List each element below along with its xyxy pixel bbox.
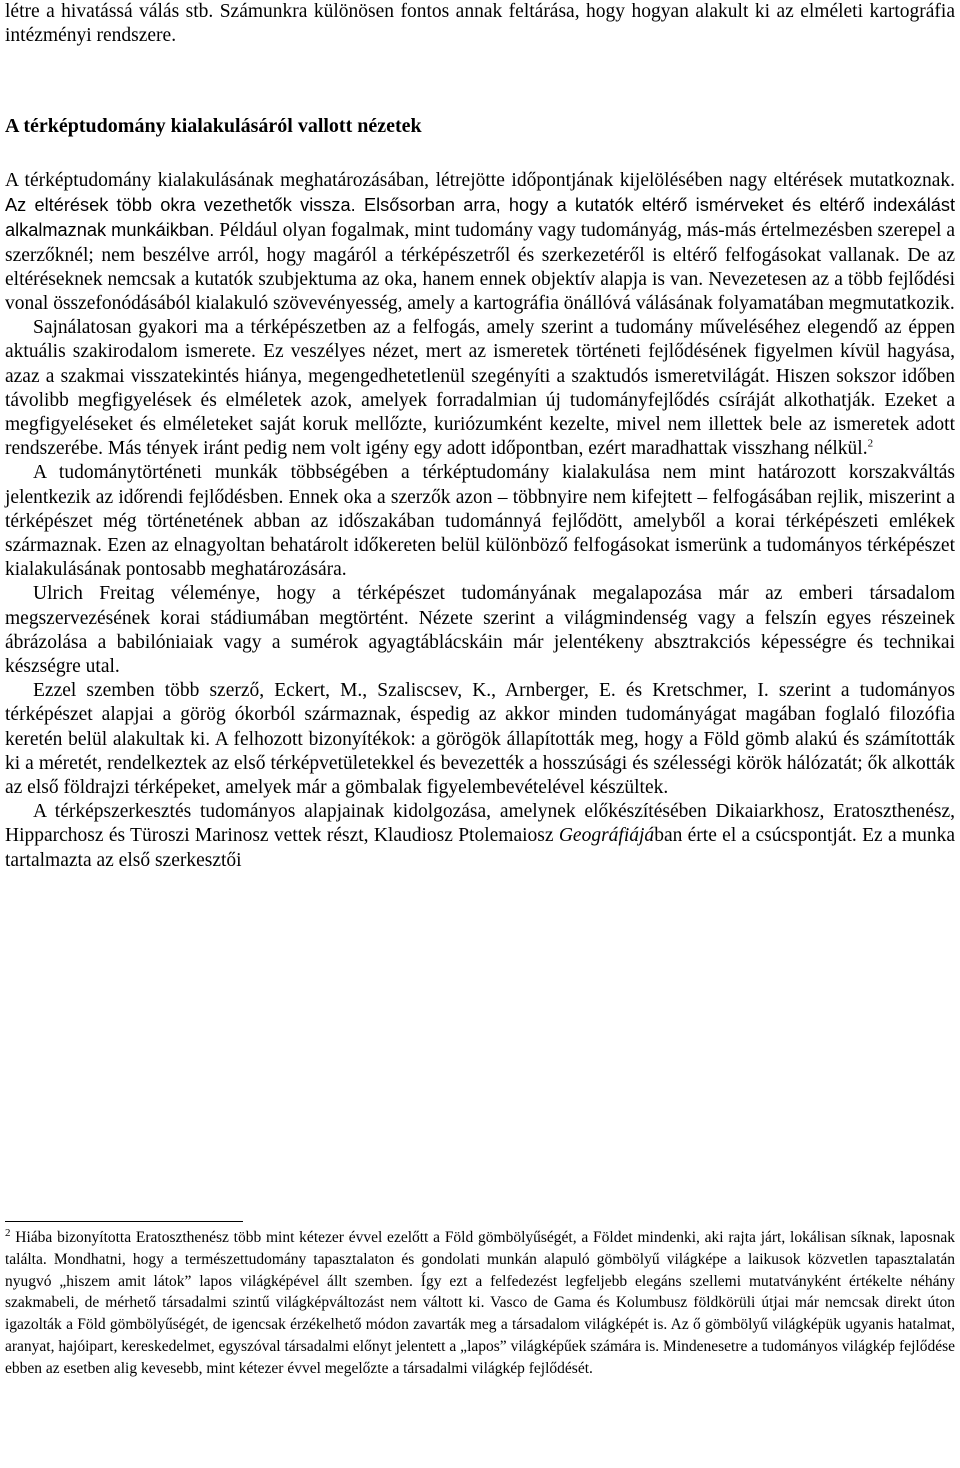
paragraph-6-part-b: ban érte el a csúcspontját. Ez a munka tartalmazta az első szerkesztői [5,825,956,871]
paragraph-1-part-c: Például olyan fogalmak, mint tudomány vagy tudományág, más-más értelmezésben szerepel a szerzőknél; nem beszélve arról, hogy magáról a térképészetről és szerkezetéről is eltérő felfogásokat vallanak. De az eltéréseknek nemcsak a kutatók szubjektuma az oka, hanem ennek objektív alapja is van. Nevezetesen az a több fejlődési vonal összefonódásából kialakuló szövevényesség, amely a kartográfia önállóvá válásának folyamatában megmutatkozik. [5,220,955,315]
document-page [5,0,956,1377]
section-heading: A térképtudomány kialakulásáról vallott nézetek [5,115,422,137]
paragraph-2 [5,316,955,461]
footnote-reference: 2 [867,437,874,450]
footnote-marker: 2 [5,1226,11,1239]
paragraph-3: A tudománytörténeti munkák többségében a térképtudomány kialakulása nem mint határozott korszakváltás jelentkezik az időrendi fejlődésben. Ennek oka a szerzők azon – többnyire nem kifejtett – felfogásában rejlik, miszerint a térképészet még történetének abban az időszakában tudománnyá fejlődött, amelyből a korai térképészeti emlékek származnak. Ezen az elnagyoltan behatárolt időkereten belül különböző felfogásokat ismerünk a tudományos térképészet kialakulásának pontosabb meghatározására. [5,462,955,581]
intro-paragraph: létre a hivatássá válás stb. Számunkra különösen fontos annak feltárása, hogy hogyan alakult ki az elméleti kartográfia intézményi rendszere. [5,1,955,46]
footnote-text: Hiába bizonyította Eratoszthenész több mint kétezer évvel ezelőtt a Föld gömbölyűségét, a Földet mindenki, aki rajta járt, lokálisan síknak, laposnak találta. Mondhatni, hogy a természettudomány tapasztalaton és gondolati munkán alapuló gömbölyű világképe a laikusok közvetlen tapasztalatán nyugvó „hiszem amit látok” lapos világképével állt szemben. Így ezt a felfedezést legfeljebb elegáns szellemi mutatványként értékelte néhány szakmabeli, de mérhető társadalmi szintű világképváltozást nem váltott ki. Vasco de Gama és Kolumbusz földkörüli útjai már nemcsak direkt úton igazolták a Föld gömbölyűségét, de igencsak érzékelhető módon zavarták meg a társadalom világképét is. Az ő gömbölyű világképük ugyanis hatalmat, aranyat, hajóipart, kereskedelmet, egyszóval társadalmi előnyt jelentett a „lapos” világképűek számára is. Mindenesetre a tudományos világkép fejlődése ebben az esetben alig kevesebb, mint kétezer évvel megelőzte a társadalmi világkép fejlődését. [5,1229,955,1377]
paragraph-5: Ezzel szemben több szerző, Eckert, M., Szaliscsev, K., Arnberger, E. és Kretschmer, I. szerint a tudományos térképészet alapjai a görög ókorból származnak, éspedig az akkor minden tudományágat magában foglaló filozófia keretén belül alakultak ki. A felhozott bizonyítékok: a görögök állapították meg, hogy a Föld gömb alakú és számították ki a méretét, rendelkeztek az első térképvetületekkel és bevezették a hosszúsági és szélességi körök hálózatát; ők alkották az első földrajzi térképeket, amelyek már a gömbalak figyelembevételével készültek. [5,680,955,799]
paragraph-4: Ulrich Freitag véleménye, hogy a térképészet tudományának megalapozása már az emberi társadalom megszervezésének korai stádiumában megtörtént. Nézete szerint a világmindenség vagy a felszín egyes részeinek ábrázolása a babilóniaiak vagy a sumérok agyagtáblácskáin már jelentékeny absztrakciós képességre és technikai készségre utal. [5,583,955,678]
paragraph-1-sans-passage: Az eltérések több okra vezethetők vissza. Elsősorban arra, hogy a kutatók eltérő ismérveket és eltérő indexálást alkalmaznak munkáikban. [5,195,955,241]
body-text [5,169,955,873]
paragraph-6 [5,800,955,873]
footnote-divider [5,1221,243,1222]
paragraph-2-text: Sajnálatosan gyakori ma a térképészetben az a felfogás, amely szerint a tudomány műveléséhez elegendő az éppen aktuális szakirodalom ismerete. Ez veszélyes nézet, mert az ismeretek történeti fejlődésének figyelmen kívül hagyása, azaz a szakmai visszatekintés hiánya, megengedhetetlenül szegényíti a szaktudós ismeretvilágát. Hiszen sokszor időben távolibb megfigyelések és elméletek azok, amelyek forradalmian új tudományfejlődés csíráját alkothatják. Ezeket a megfigyeléseket és elméleteket saját koruk mellőzte, kuriózumként kezelte, mivel nem illettek bele az ismeretek adott rendszerébe. Más tények iránt pedig nem volt igény egy adott időpontban, ezért maradhattak visszhang nélkül. [5,317,955,460]
footnote [5,1227,955,1380]
paragraph-1 [5,169,955,316]
paragraph-1-part-a: A térképtudomány kialakulásának meghatározásában, létrejötte időpontjának kijelölésében nagy eltérések mutatkoznak. [5,170,955,191]
paragraph-6-part-a: A térképszerkesztés tudományos alapjainak kidolgozása, amelynek előkészítésében Dikaiarkhosz, Eratoszthenész, Hipparchosz és Türoszi Marinosz vettek részt, Klaudiosz Ptolemaiosz [5,801,955,847]
paragraph-6-italic-title: Geográfiájá [558,825,655,847]
